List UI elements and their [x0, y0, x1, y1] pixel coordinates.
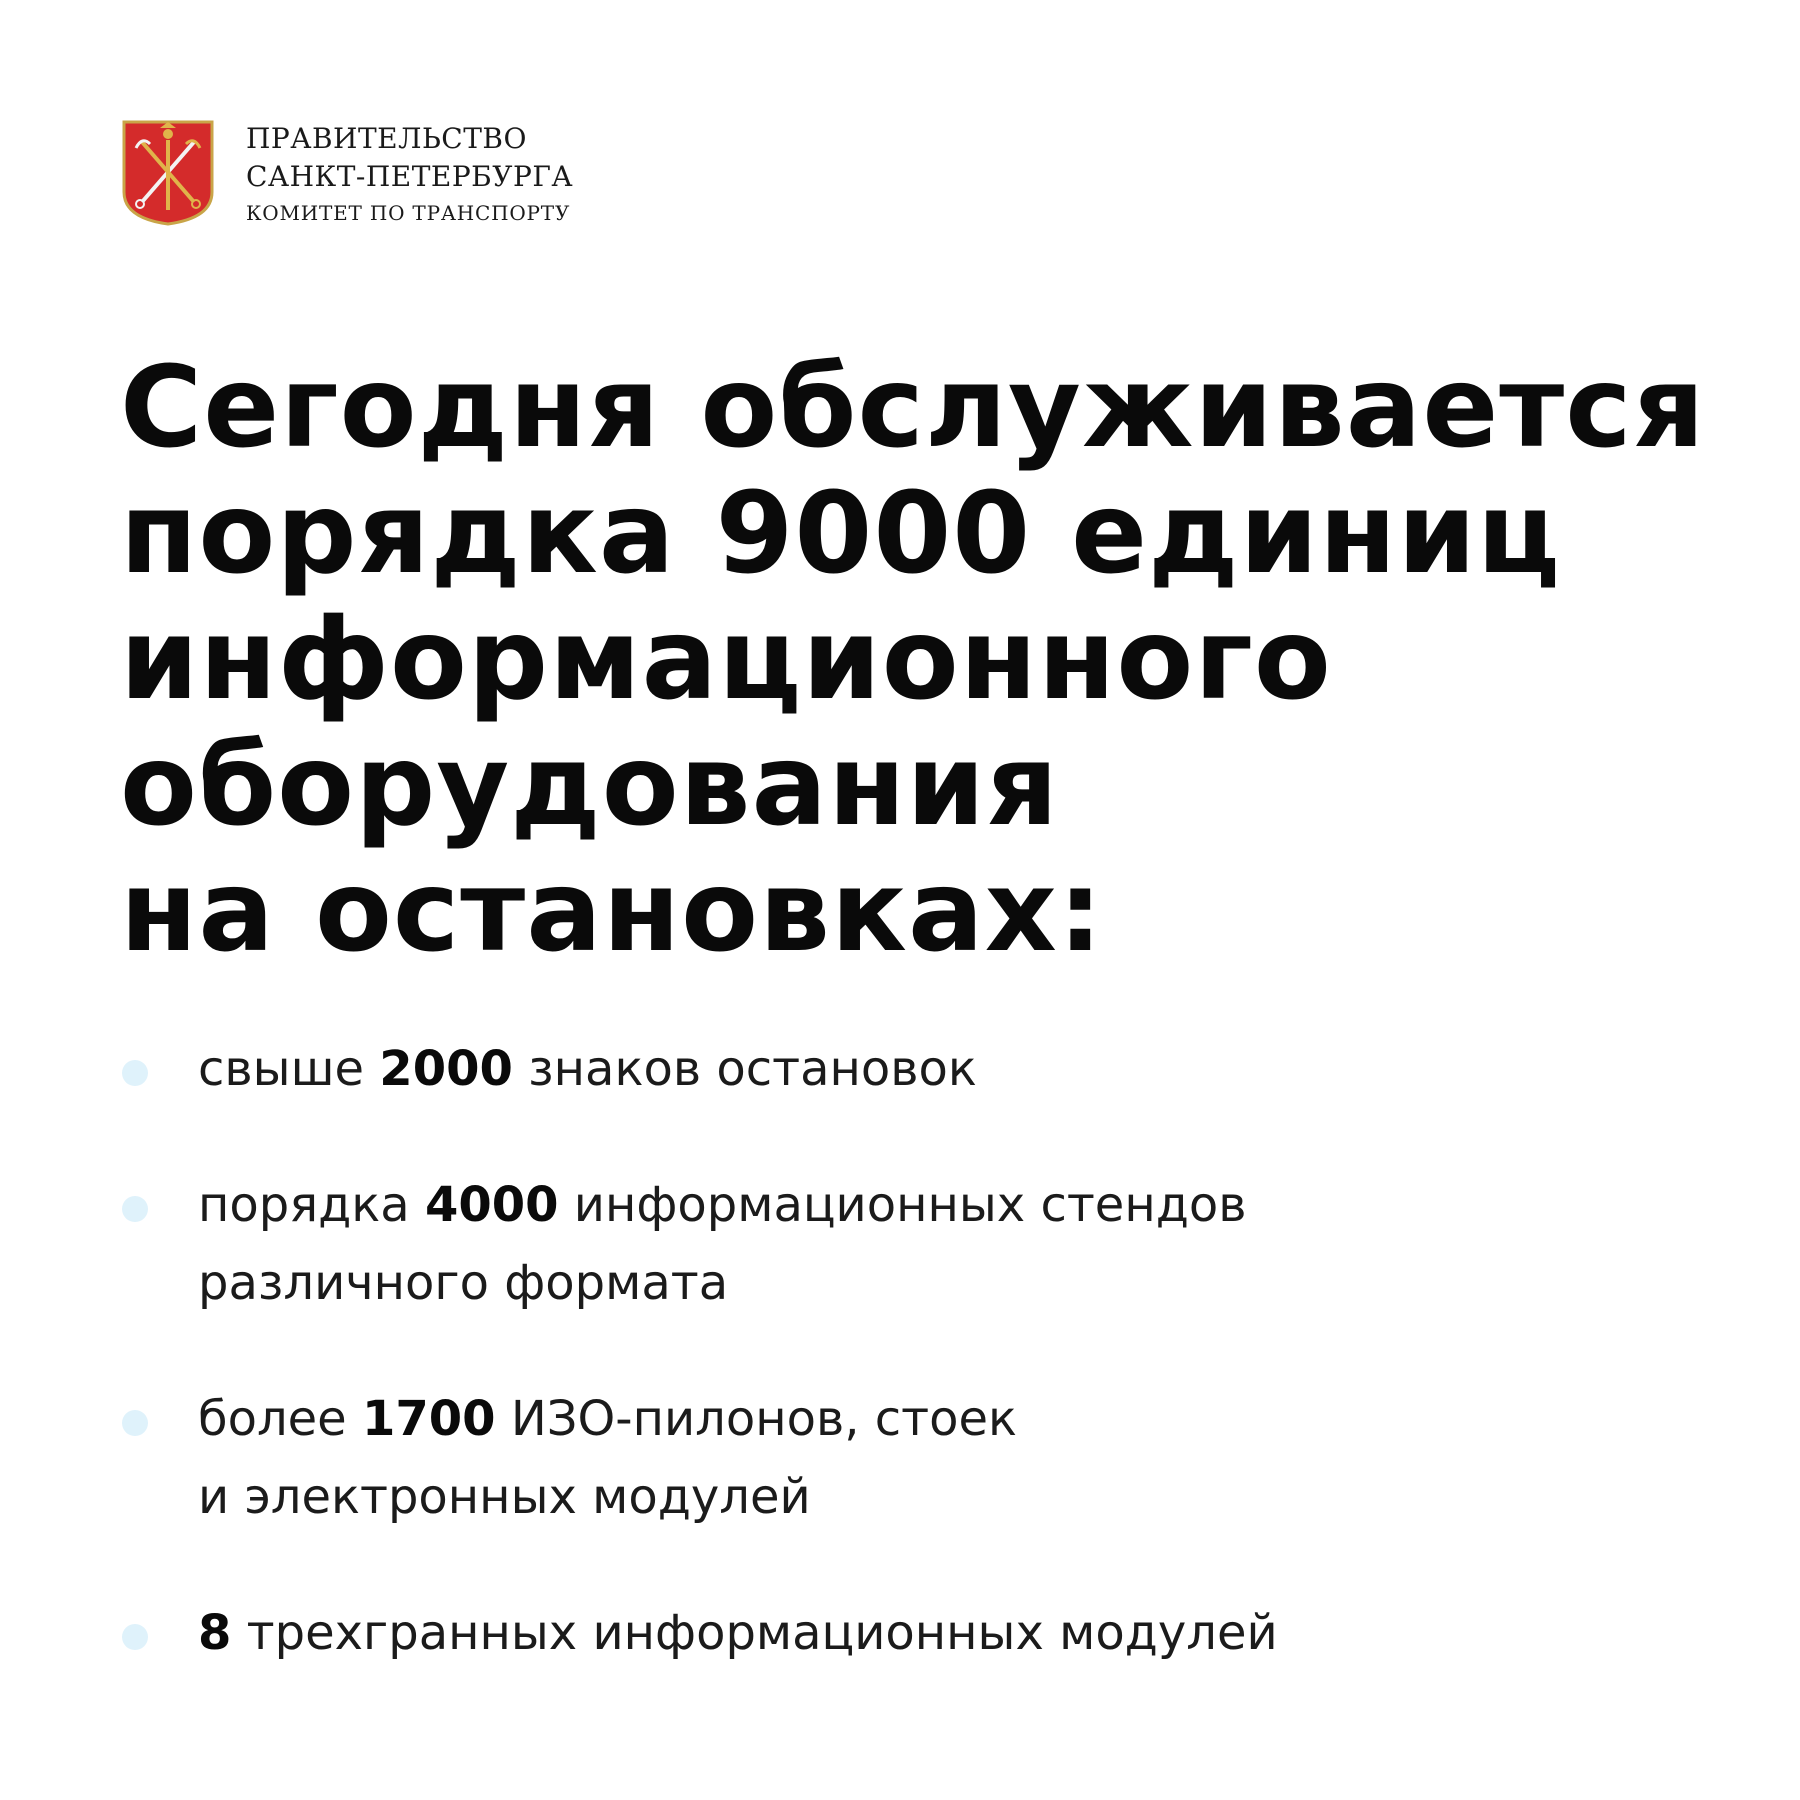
bullet-dot-icon — [122, 1196, 148, 1222]
list-item — [120, 1594, 1278, 1672]
fact-line — [198, 1594, 1278, 1672]
organization-name — [246, 120, 573, 230]
list-item — [120, 1166, 1278, 1322]
bullet-dot-icon — [122, 1410, 148, 1436]
fact-suffix: трехгранных информационных модулей — [231, 1605, 1278, 1661]
fact-number: 4000 — [424, 1177, 559, 1233]
org-title-line2: САНКТ-ПЕТЕРБУРГА — [246, 160, 574, 193]
fact-suffix: знаков остановок — [512, 1041, 977, 1097]
fact-line-continuation: и электронных модулей — [198, 1469, 811, 1525]
bullet-dot-icon — [122, 1060, 148, 1086]
fact-number: 8 — [198, 1605, 232, 1661]
org-title-line1: ПРАВИТЕЛЬСТВО — [246, 122, 527, 155]
spb-coat-of-arms-icon — [120, 118, 216, 228]
fact-prefix: более — [198, 1391, 362, 1447]
list-item — [120, 1380, 1278, 1536]
facts-list — [120, 1030, 1278, 1672]
fact-suffix: информационных стендов — [558, 1177, 1247, 1233]
fact-prefix: порядка — [198, 1177, 425, 1233]
fact-number: 2000 — [379, 1041, 513, 1097]
org-subtitle: КОМИТЕТ ПО ТРАНСПОРТУ — [246, 201, 571, 225]
fact-line — [198, 1030, 1278, 1108]
fact-suffix: ИЗО-пилонов, стоек — [495, 1391, 1018, 1447]
fact-number: 1700 — [361, 1391, 496, 1447]
list-item — [120, 1030, 1278, 1108]
headline-line: Сегодня обслуживается — [120, 343, 1706, 473]
fact-prefix: свыше — [198, 1041, 380, 1097]
headline-line: порядка 9000 единиц — [120, 469, 1561, 599]
headline-line: на остановках: — [120, 847, 1104, 977]
fact-line — [198, 1166, 1278, 1244]
headline — [120, 345, 1706, 975]
header — [120, 118, 573, 230]
bullet-dot-icon — [122, 1624, 148, 1650]
headline-line: информационного — [120, 595, 1332, 725]
headline-line: оборудования — [120, 721, 1059, 851]
fact-line-continuation: различного формата — [198, 1255, 729, 1311]
fact-line — [198, 1380, 1278, 1458]
